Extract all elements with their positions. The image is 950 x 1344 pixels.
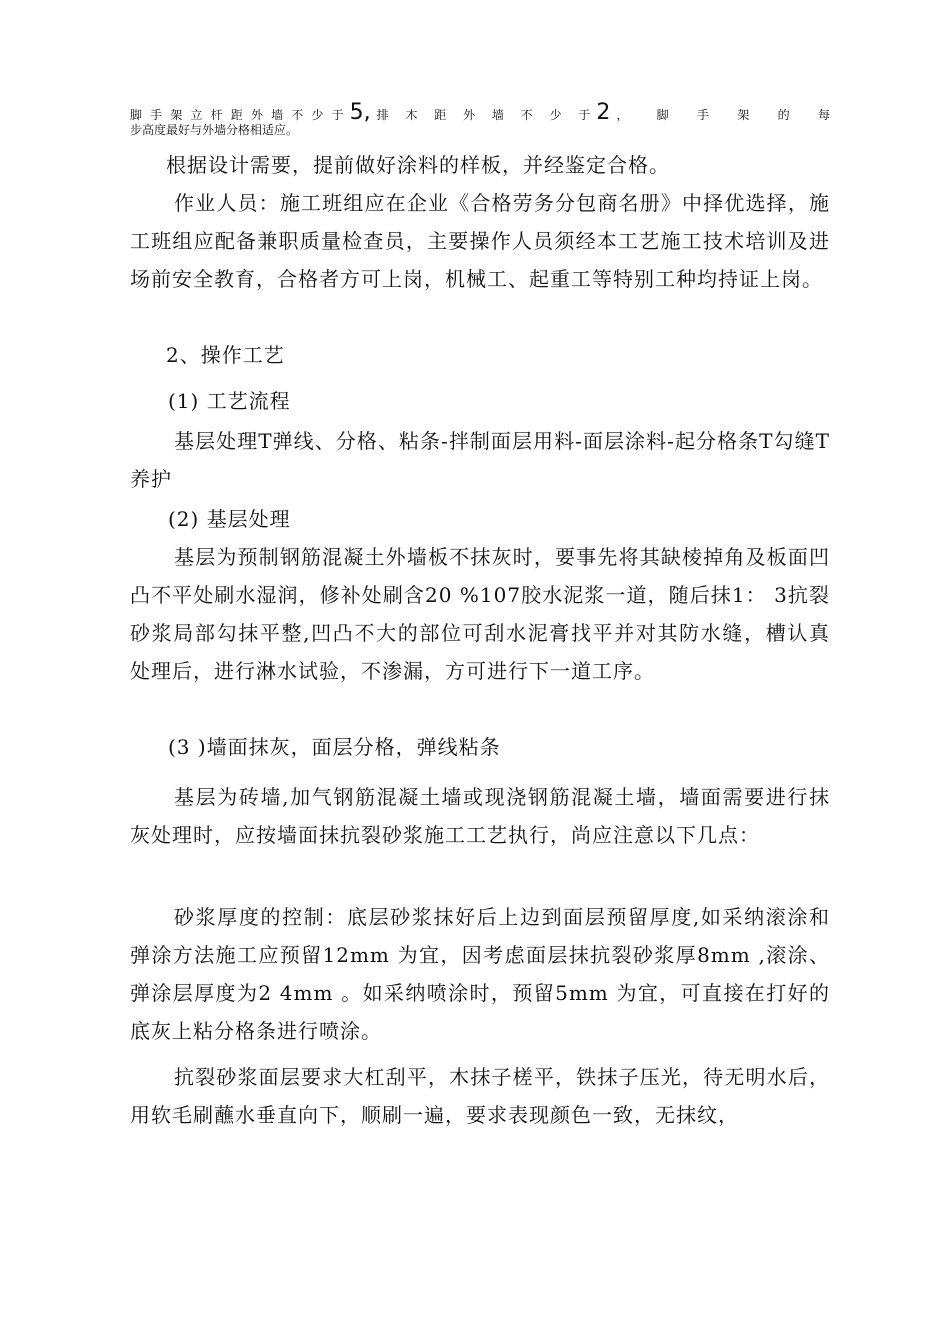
- note-char: 少: [549, 108, 562, 122]
- scaffold-distance-value-1: 5,: [349, 100, 371, 125]
- note-char: 少: [311, 108, 324, 122]
- heading-process-flow: (1) 工艺流程: [168, 389, 291, 413]
- scaffold-note: [130, 100, 830, 138]
- note-char: 手: [697, 108, 710, 122]
- heading-base-treatment: (2) 基层处理: [168, 507, 291, 531]
- note-char: 脚: [656, 108, 669, 122]
- note-char: 杆: [210, 108, 223, 122]
- scaffold-note-part-2: [377, 106, 591, 124]
- heading-wall-plastering: (3 )墙面抹灰，面层分格，弹线粘条: [168, 735, 501, 759]
- paragraph-process-flow: 基层处理T弹线、分格、粘条-拌制面层用料-面层涂料-起分格条T勾缝T养护: [130, 429, 830, 491]
- paragraph-sample-board: 根据设计需要，提前做好涂料的样板，并经鉴定合格。: [166, 153, 670, 177]
- paragraph-crack-resistant-mortar: 抗裂砂浆面层要求大杠刮平，木抹子槎平，铁抹子压光，待无明水后，用软毛刷蘸水垂直向下，顺刷一遍，要求表现颜色一致，无抹纹，: [130, 1065, 830, 1127]
- note-char: 距: [230, 108, 243, 122]
- note-char: 木: [405, 108, 418, 122]
- note-char: 立: [190, 108, 203, 122]
- note-char: 每: [817, 108, 830, 122]
- note-char: 不: [291, 108, 304, 122]
- scaffold-note-line-1: [130, 100, 830, 125]
- note-char: 于: [578, 108, 591, 122]
- scaffold-note-line-2: 步高度最好与外墙分格相适应。: [130, 123, 299, 137]
- heading-operation-process: 2、操作工艺: [166, 343, 285, 367]
- note-char: 外: [250, 108, 263, 122]
- note-char: ，: [616, 108, 629, 122]
- note-char: 的: [777, 108, 790, 122]
- note-char: 于: [331, 108, 344, 122]
- note-char: 外: [463, 108, 476, 122]
- note-char: 不: [520, 108, 533, 122]
- note-char: 距: [434, 108, 447, 122]
- paragraph-base-treatment: 基层为预制钢筋混凝土外墙板不抹灰时，要事先将其缺棱掉角及板面凹凸不平处刷水湿润，修补处刷含20 %107胶水泥浆一道，随后抹1： 3抗裂砂浆局部勾抹平整,凹凸不大的部位可刮水泥膏找平并对其防水缝，槽认真处理后，进行淋水试验，不渗漏，方可进行下一道工序。: [130, 545, 830, 683]
- note-char: 架: [170, 108, 183, 122]
- note-char: 墙: [491, 108, 504, 122]
- note-char: 手: [150, 108, 163, 122]
- note-char: 架: [737, 108, 750, 122]
- paragraph-mortar-thickness: 砂浆厚度的控制：底层砂浆抹好后上边到面层预留厚度,如采纳滚涂和弹涂方法施工应预留12mm 为宜，因考虑面层抹抗裂砂浆厚8mm ,滚涂、弹涂层厚度为2 4mm 。如采纳喷涂时，预留5mm 为宜，可直接在打好的底灰上粘分格条进行喷涂。: [130, 905, 830, 1043]
- note-char: 墙: [271, 108, 284, 122]
- paragraph-wall-plastering: 基层为砖墙,加气钢筋混凝土墙或现浇钢筋混凝土墙，墙面需要进行抹灰处理时，应按墙面抹抗裂砂浆施工工艺执行，尚应注意以下几点：: [130, 785, 830, 847]
- note-char: 排: [376, 108, 389, 122]
- paragraph-workers: 作业人员：施工班组应在企业《合格劳务分包商名册》中择优选择，施工班组应配备兼职质量检查员，主要操作人员须经本工艺施工技术培训及进场前安全教育，合格者方可上岗，机械工、起重工等特别工种均持证上岗。: [130, 191, 830, 291]
- scaffold-note-part-3: [616, 106, 830, 124]
- scaffold-distance-value-2: 2: [596, 100, 611, 125]
- note-char: 脚: [130, 108, 143, 122]
